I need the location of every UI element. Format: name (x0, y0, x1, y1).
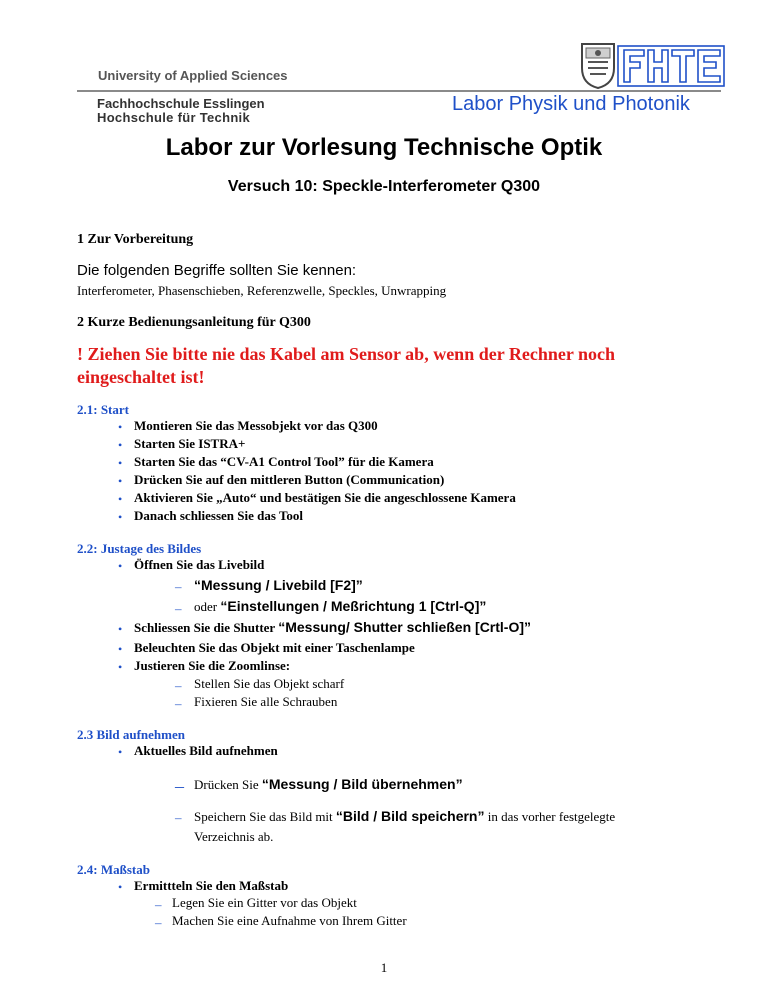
bullet-icon: • (118, 559, 123, 573)
list-item: Starten Sie ISTRA+ (134, 436, 246, 451)
list-item: Öffnen Sie das Livebild (134, 557, 265, 572)
menu-path: “Messung/ Shutter schließen [Crtl-O]” (278, 619, 532, 635)
fhte-logo (578, 40, 726, 90)
warning-line2: eingeschaltet ist! (77, 367, 205, 387)
section2-heading: 2 Kurze Bedienungsanleitung für Q300 (77, 315, 311, 330)
header-divider (77, 90, 721, 92)
dash-icon: – (175, 678, 182, 693)
warning-line1: ! Ziehen Sie bitte nie das Kabel am Sensor ab, wenn der Rechner noch (77, 344, 616, 364)
coat-of-arms-icon (582, 44, 614, 88)
menu-path: “Messung / Bild übernehmen” (261, 776, 463, 792)
list-item: Ermittteln Sie den Maßstab (134, 878, 289, 893)
section1-terms: Interferometer, Phasenschieben, Referenzwelle, Speckles, Unwrapping (77, 283, 447, 298)
dash-icon: – (175, 810, 182, 825)
bullet-icon: • (118, 642, 123, 656)
list-item: Starten Sie das “CV-A1 Control Tool” für die Kamera (134, 454, 434, 469)
bullet-icon: • (118, 510, 123, 524)
subitem-prefix: Speichern Sie das Bild mit (194, 809, 336, 824)
s24-heading: 2.4: Maßstab (77, 862, 150, 877)
bullet-icon: • (118, 745, 123, 759)
list-subitem-continuation: Verzeichnis ab. (194, 829, 274, 844)
list-subitem (194, 808, 615, 826)
menu-path: “Bild / Bild speichern” (335, 808, 485, 824)
section1-intro: Die folgenden Begriffe sollten Sie kennen: (77, 262, 357, 279)
list-subitem: Legen Sie ein Gitter vor das Objekt (172, 895, 357, 910)
university-label: University of Applied Sciences (98, 68, 288, 83)
page-number: 1 (380, 960, 388, 975)
s22-heading: 2.2: Justage des Bildes (77, 541, 202, 556)
list-item (134, 619, 531, 637)
dash-icon: – (155, 915, 162, 930)
bullet-icon: • (118, 456, 123, 470)
menu-path: “Einstellungen / Meßrichtung 1 [Ctrl-Q]” (220, 598, 487, 614)
subitem-prefix: oder (194, 599, 221, 614)
s23-heading: 2.3 Bild aufnehmen (77, 727, 185, 742)
dash-icon: – (175, 601, 182, 616)
page-title: Labor zur Vorlesung Technische Optik (165, 134, 603, 161)
lab-name: Labor Physik und Photonik (452, 93, 690, 115)
list-subitem: Fixieren Sie alle Schrauben (194, 694, 338, 709)
list-item: Danach schliessen Sie das Tool (134, 508, 304, 523)
menu-path: “Messung / Livebild [F2]” (194, 577, 363, 593)
list-item: Aktuelles Bild aufnehmen (134, 743, 278, 758)
subitem-prefix: Drücken Sie (194, 777, 262, 792)
bullet-icon: • (118, 880, 123, 894)
fh-name-line2: Hochschule für Technik (97, 110, 250, 125)
item-prefix: Schliessen Sie die Shutter (134, 620, 279, 635)
list-item: Montieren Sie das Messobjekt vor das Q300 (134, 418, 378, 433)
section1-heading: 1 Zur Vorbereitung (77, 232, 194, 247)
fh-name-line1: Fachhochschule Esslingen (97, 96, 265, 111)
subitem-suffix: in das vorher festgelegte (484, 809, 616, 824)
bullet-icon: • (118, 420, 123, 434)
page-subtitle: Versuch 10: Speckle-Interferometer Q300 (227, 178, 541, 195)
dash-icon: – (175, 579, 182, 594)
bullet-icon: • (118, 492, 123, 506)
dash-icon: – (155, 897, 162, 912)
dash-icon: – (175, 776, 184, 796)
s21-heading: 2.1: Start (77, 402, 129, 417)
list-item: Drücken Sie auf den mittleren Button (Communication) (134, 472, 445, 487)
list-subitem: Machen Sie eine Aufnahme von Ihrem Gitter (172, 913, 407, 928)
bullet-icon: • (118, 474, 123, 488)
list-item: Aktivieren Sie „Auto“ und bestätigen Sie die angeschlossene Kamera (134, 490, 516, 505)
bullet-icon: • (118, 660, 123, 674)
logo-text: FHTE (578, 40, 581, 41)
bullet-icon: • (118, 438, 123, 452)
dash-icon: – (175, 696, 182, 711)
list-subitem (194, 776, 463, 794)
list-item: Beleuchten Sie das Objekt mit einer Taschenlampe (134, 640, 415, 655)
list-item: Justieren Sie die Zoomlinse: (134, 658, 291, 673)
list-subitem (194, 598, 486, 616)
list-subitem: Stellen Sie das Objekt scharf (194, 676, 345, 691)
bullet-icon: • (118, 622, 123, 636)
